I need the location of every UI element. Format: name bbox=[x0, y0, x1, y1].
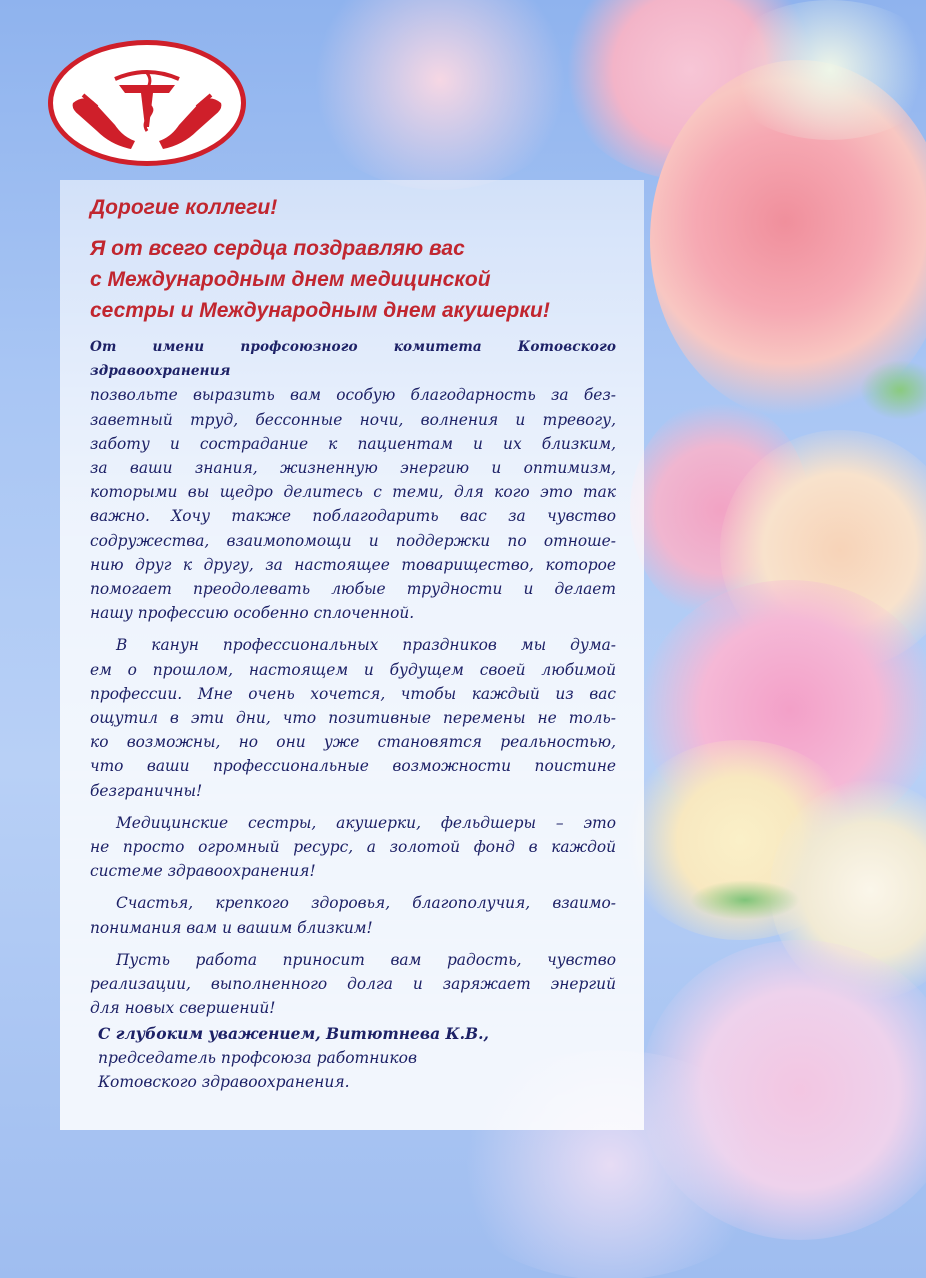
paragraph bbox=[90, 633, 616, 802]
greeting: Дорогие коллеги! bbox=[90, 196, 278, 219]
paragraph-line: Медицинские сестры, акушерки, фельдшеры – это bbox=[116, 813, 616, 832]
signature-line: С глубоким уважением, Витютнева К.В., bbox=[98, 1024, 489, 1043]
letter-body bbox=[90, 335, 616, 1020]
signature-line: Котовского здравоохранения. bbox=[98, 1073, 350, 1091]
logo bbox=[48, 40, 246, 166]
paragraph-line: системе здравоохранения! bbox=[90, 862, 316, 881]
paragraph-line: В канун профессиональных праздников мы дума- bbox=[116, 636, 616, 655]
paragraph-line: ем о прошлом, настоящем и будущем своей любимой bbox=[90, 660, 616, 679]
paragraph-line: ощутил в эти дни, что позитивные перемены не толь- bbox=[90, 709, 616, 728]
paragraph-line: профессии. Мне очень хочется, чтобы каждый из вас bbox=[90, 684, 616, 703]
paragraph-line: Счастья, крепкого здоровья, благополучия, взаимо- bbox=[116, 894, 616, 913]
headline-line: Я от всего сердца поздравляю вас bbox=[90, 237, 465, 260]
signature-line: председатель профсоюза работников bbox=[98, 1049, 418, 1067]
paragraph-line: помогает преодолевать любые трудности и делает bbox=[90, 580, 616, 599]
paragraph-line: понимания вам и вашим близким! bbox=[90, 918, 373, 937]
paragraph bbox=[90, 948, 616, 1021]
paragraph-line: безграничны! bbox=[90, 781, 203, 800]
paragraph-line: содружества, взаимопомощи и поддержки по отноше- bbox=[90, 531, 616, 550]
paragraph-line: нашу профессию особенно сплоченной. bbox=[90, 604, 415, 623]
paragraph-line: позвольте выразить вам особую благодарность за без- bbox=[90, 386, 616, 405]
paragraph bbox=[90, 811, 616, 884]
paragraph-line: важно. Хочу также поблагодарить вас за чувство bbox=[90, 507, 616, 526]
headline-line: с Международным днем медицинской bbox=[90, 268, 491, 291]
paragraph bbox=[90, 891, 616, 939]
paragraph-line: нию друг к другу, за настоящее товарищество, которое bbox=[90, 555, 616, 574]
paragraph bbox=[90, 335, 616, 625]
paragraph-line: От имени профсоюзного комитета Котовского здравоохранения bbox=[90, 339, 616, 380]
paragraph-line: Пусть работа приносит вам радость, чувство bbox=[116, 950, 616, 969]
paragraph-line: что ваши профессиональные возможности поистине bbox=[90, 757, 616, 776]
headline bbox=[90, 233, 630, 326]
headline-line: сестры и Международным днем акушерки! bbox=[90, 299, 550, 322]
paragraph-line: заветный труд, бессонные ночи, волнения и тревогу, bbox=[90, 410, 616, 429]
paragraph-line: которыми вы щедро делитесь с теми, для кого это так bbox=[90, 483, 616, 502]
paragraph-line: за ваши знания, жизненную энергию и оптимизм, bbox=[90, 459, 616, 478]
medical-hands-bowl-icon bbox=[53, 45, 241, 161]
paragraph-line: реализации, выполненного долга и заряжает энергий bbox=[90, 975, 616, 994]
paragraph-line: ко возможны, но они уже становятся реальностью, bbox=[90, 733, 616, 752]
paragraph-line: заботу и сострадание к пациентам и их близким, bbox=[90, 434, 616, 453]
paragraph-line: не просто огромный ресурс, а золотой фонд в каждой bbox=[90, 838, 616, 857]
signature bbox=[98, 1022, 489, 1094]
paragraph-line: для новых свершений! bbox=[90, 999, 276, 1018]
